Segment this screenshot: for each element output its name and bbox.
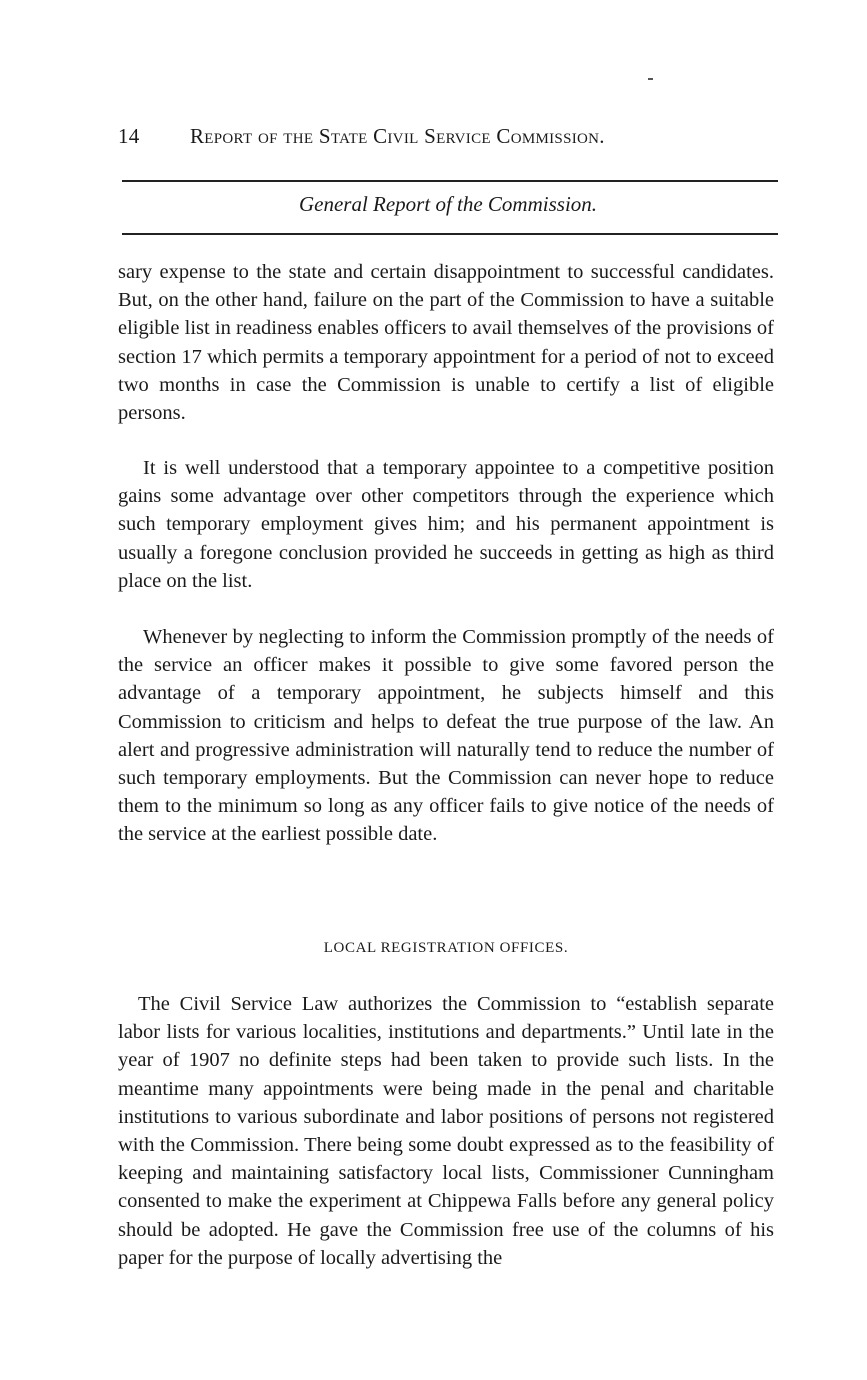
header-rule-bottom bbox=[122, 233, 778, 235]
paragraph: sary expense to the state and certain disappointment to successful candidates. But, on the other hand, failure on the part of the Commission to have a suitable eligible list in readiness enables officers to avail themselves of the provisions of section 17 which permits a temporary appointment for a period of not to exceed two months in case the Commission is unable to certify a list of eligible persons. bbox=[118, 261, 774, 425]
header-rule-top bbox=[122, 180, 778, 182]
paragraph: Whenever by neglecting to inform the Commission promptly of the needs of the service an officer makes it possible to give some favored person the advantage of a temporary appointment, he subjects himself and this Commission to criticism and helps to defeat the true purpose of the law. An alert and progressive administration will naturally tend to reduce the number of such temporary employments. But the Commission can never hope to reduce them to the minimum so long as any officer fails to give notice of the needs of the service at the earliest possible date. bbox=[118, 626, 774, 846]
paragraph: The Civil Service Law authorizes the Commission to “establish separate labor lists for various localities, institutions and departments.” Until late in the year of 1907 no definite steps had been taken to provide such lists. In the meantime many appointments were being made in the penal and charitable institutions to various subordinate and labor positions of persons not registered with the Commission. There being some doubt expressed as to the feasibility of keeping and maintaining satisfactory local lists, Commissioner Cunningham consented to make the experiment at Chippewa Falls before any general policy should be adopted. He gave the Commission free use of the columns of his paper for the purpose of locally advertising the bbox=[118, 993, 774, 1269]
section-heading: General Report of the Commission. bbox=[298, 192, 598, 216]
page-number: 14 bbox=[118, 124, 140, 148]
subheading: LOCAL REGISTRATION OFFICES. bbox=[323, 940, 569, 956]
scan-speck bbox=[648, 78, 653, 80]
paragraph: It is well understood that a temporary appointee to a competitive position gains some advantage over other competitors through the experience which such temporary employment gives him; and his permanent appointment is usually a foregone conclusion provided he succeeds in getting as high as third place on the list. bbox=[118, 457, 774, 592]
running-head-title: Report of the State Civil Service Commission. bbox=[190, 124, 605, 148]
